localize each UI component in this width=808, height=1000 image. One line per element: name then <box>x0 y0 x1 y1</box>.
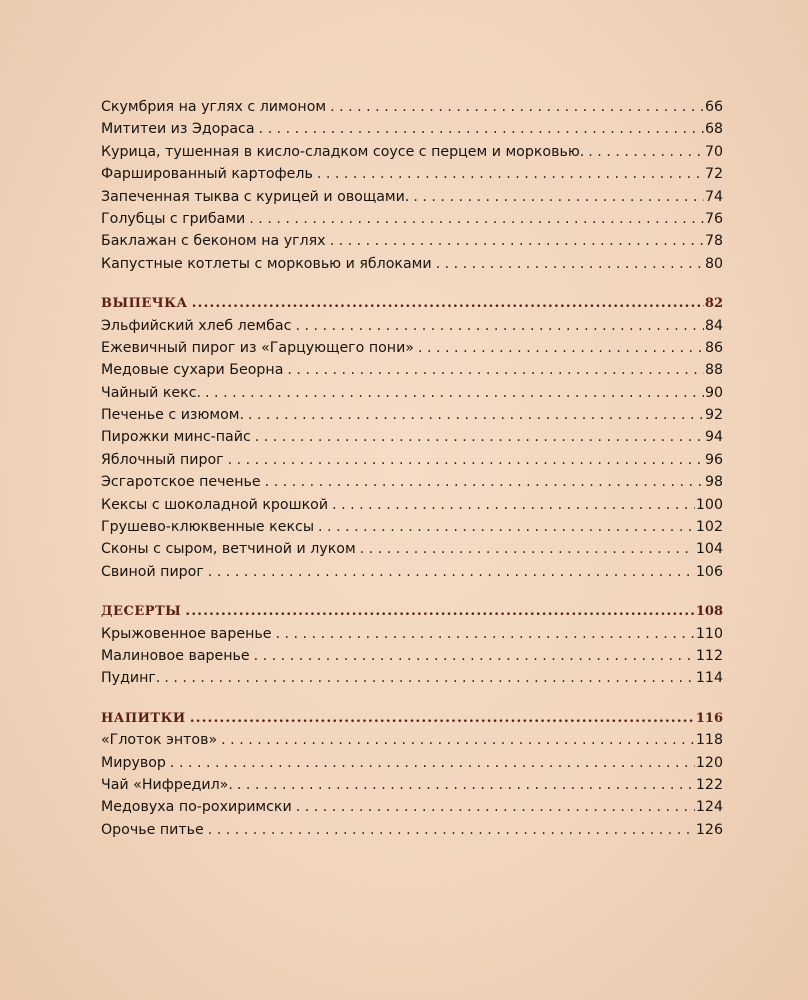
toc-entry[interactable] <box>101 471 723 493</box>
entry-title: Запеченная тыква с курицей и овощами. <box>101 188 410 205</box>
dot-leader <box>287 359 704 381</box>
entry-title: Курица, тушенная в кисло-сладком соусе с перцем и морковью. <box>101 143 585 160</box>
entry-title: Чайный кекс. <box>101 384 202 401</box>
toc-entry[interactable] <box>101 230 723 252</box>
entry-title: Сконы с сыром, ветчиной и луком <box>101 541 356 558</box>
heading-title: ВЫПЕЧКА <box>101 296 188 312</box>
dot-leader <box>330 230 704 252</box>
entry-title: Скумбрия на углях с лимоном <box>101 99 327 115</box>
entry-page: 90 <box>704 384 723 401</box>
entry-page: 112 <box>695 647 723 664</box>
entry-page: 74 <box>704 188 723 205</box>
entry-page: 96 <box>704 451 723 468</box>
dot-leader <box>413 186 704 208</box>
entry-page: 94 <box>704 429 723 446</box>
dot-leader <box>237 774 695 796</box>
entry-page: 68 <box>704 121 723 138</box>
toc-entry[interactable] <box>101 359 723 381</box>
entry-page: 118 <box>695 732 723 749</box>
entry-title: Медовые сухари Беорна <box>101 362 284 379</box>
toc-entry[interactable] <box>101 494 723 516</box>
entry-page: 100 <box>695 496 723 513</box>
entry-page: 126 <box>695 821 723 838</box>
entry-title: Капустные котлеты с морковью и яблоками <box>101 255 432 272</box>
dot-leader <box>164 667 695 689</box>
toc-entry[interactable] <box>101 337 723 359</box>
dot-leader <box>418 337 704 359</box>
toc-entry[interactable] <box>101 186 723 208</box>
entry-page: 84 <box>704 317 723 334</box>
entry-page: 124 <box>695 799 723 816</box>
dot-leader <box>221 729 695 751</box>
entry-page: 72 <box>704 166 723 183</box>
entry-title: Пудинг. <box>101 670 161 687</box>
toc-entry[interactable] <box>101 96 723 118</box>
toc-entry[interactable] <box>101 752 723 774</box>
entry-title: Фаршированный картофель <box>101 166 313 183</box>
entry-title: «Глоток энтов» <box>101 732 218 749</box>
toc-entry[interactable] <box>101 729 723 751</box>
entry-page: 98 <box>704 474 723 491</box>
toc-entry[interactable] <box>101 645 723 667</box>
dot-leader <box>360 538 695 560</box>
dot-leader <box>588 141 704 163</box>
entry-title: Ежевичный пирог из «Гарцующего пони» <box>101 339 414 356</box>
entry-title: Орочье питье <box>101 821 204 838</box>
toc-entry[interactable] <box>101 796 723 818</box>
heading-page: 108 <box>695 604 723 620</box>
toc-entry[interactable] <box>101 163 723 185</box>
entry-title: Мититеи из Эдораса <box>101 121 255 138</box>
toc-entry[interactable] <box>101 208 723 230</box>
dot-leader <box>330 96 704 118</box>
entry-page: 80 <box>704 255 723 272</box>
dot-leader <box>185 600 695 622</box>
entry-page: 78 <box>704 233 723 250</box>
toc-entry[interactable] <box>101 315 723 337</box>
entry-page: 102 <box>695 519 723 536</box>
entry-title: Баклажан с беконом на углях <box>101 233 326 250</box>
entry-title: Эсгаротское печенье <box>101 474 261 491</box>
dot-leader <box>248 404 704 426</box>
entry-page: 88 <box>704 362 723 379</box>
section-mains <box>101 96 723 275</box>
entry-title: Кексы с шоколадной крошкой <box>101 496 329 513</box>
toc-entry[interactable] <box>101 426 723 448</box>
entry-page: 114 <box>695 670 723 687</box>
heading-page: 116 <box>695 710 723 726</box>
heading-title: ДЕСЕРТЫ <box>101 604 182 620</box>
entry-title: Яблочный пирог <box>101 451 224 468</box>
toc-entry[interactable] <box>101 623 723 645</box>
dot-leader <box>259 118 704 140</box>
toc-entry[interactable] <box>101 118 723 140</box>
entry-title: Эльфийский хлеб лембас <box>101 317 292 334</box>
entry-page: 104 <box>695 541 723 558</box>
section-baking <box>101 292 723 583</box>
dot-leader <box>318 516 695 538</box>
dot-leader <box>296 796 695 818</box>
section-drinks <box>101 707 723 841</box>
entry-page: 120 <box>695 754 723 771</box>
entry-page: 66 <box>704 99 723 115</box>
dot-leader <box>208 819 695 841</box>
entry-page: 106 <box>695 563 723 580</box>
entry-title: Печенье с изюмом. <box>101 407 244 424</box>
toc-entry[interactable] <box>101 516 723 538</box>
entry-title: Свиной пирог <box>101 563 204 580</box>
entry-title: Пирожки минс-пайс <box>101 429 251 446</box>
entry-page: 122 <box>695 776 723 793</box>
toc-entry[interactable] <box>101 253 723 275</box>
dot-leader <box>205 382 704 404</box>
dot-leader <box>255 426 704 448</box>
section-heading[interactable] <box>101 292 723 314</box>
toc-entry[interactable] <box>101 382 723 404</box>
dot-leader <box>436 253 704 275</box>
entry-title: Грушево-клюквенные кексы <box>101 519 315 536</box>
dot-leader <box>265 471 704 493</box>
entry-title: Мирувор <box>101 754 166 771</box>
dot-leader <box>332 494 695 516</box>
toc-entry[interactable] <box>101 404 723 426</box>
entry-title: Голубцы с грибами <box>101 210 246 227</box>
dot-leader <box>254 645 695 667</box>
entry-title: Чай «Нифредил». <box>101 776 233 793</box>
dot-leader <box>249 208 704 230</box>
toc-entry[interactable] <box>101 819 723 841</box>
dot-leader <box>208 561 695 583</box>
dot-leader <box>192 292 704 314</box>
section-heading[interactable] <box>101 707 723 729</box>
toc-entry[interactable] <box>101 449 723 471</box>
entry-title: Крыжовенное варенье <box>101 625 272 642</box>
entry-page: 110 <box>695 625 723 642</box>
section-heading[interactable] <box>101 600 723 622</box>
section-desserts <box>101 600 723 690</box>
entry-page: 86 <box>704 339 723 356</box>
entry-page: 92 <box>704 407 723 424</box>
toc-entry[interactable] <box>101 561 723 583</box>
toc-entry[interactable] <box>101 774 723 796</box>
dot-leader <box>275 623 694 645</box>
heading-page: 82 <box>704 296 723 312</box>
heading-title: НАПИТКИ <box>101 710 186 726</box>
entry-title: Медовуха по-рохиримски <box>101 799 292 816</box>
dot-leader <box>170 752 695 774</box>
table-of-contents <box>101 96 723 841</box>
toc-entry[interactable] <box>101 538 723 560</box>
dot-leader <box>317 163 704 185</box>
dot-leader <box>228 449 704 471</box>
toc-entry[interactable] <box>101 141 723 163</box>
dot-leader <box>295 315 704 337</box>
entry-page: 70 <box>704 143 723 160</box>
toc-entry[interactable] <box>101 667 723 689</box>
dot-leader <box>190 707 695 729</box>
entry-title: Малиновое варенье <box>101 647 250 664</box>
entry-page: 76 <box>704 210 723 227</box>
